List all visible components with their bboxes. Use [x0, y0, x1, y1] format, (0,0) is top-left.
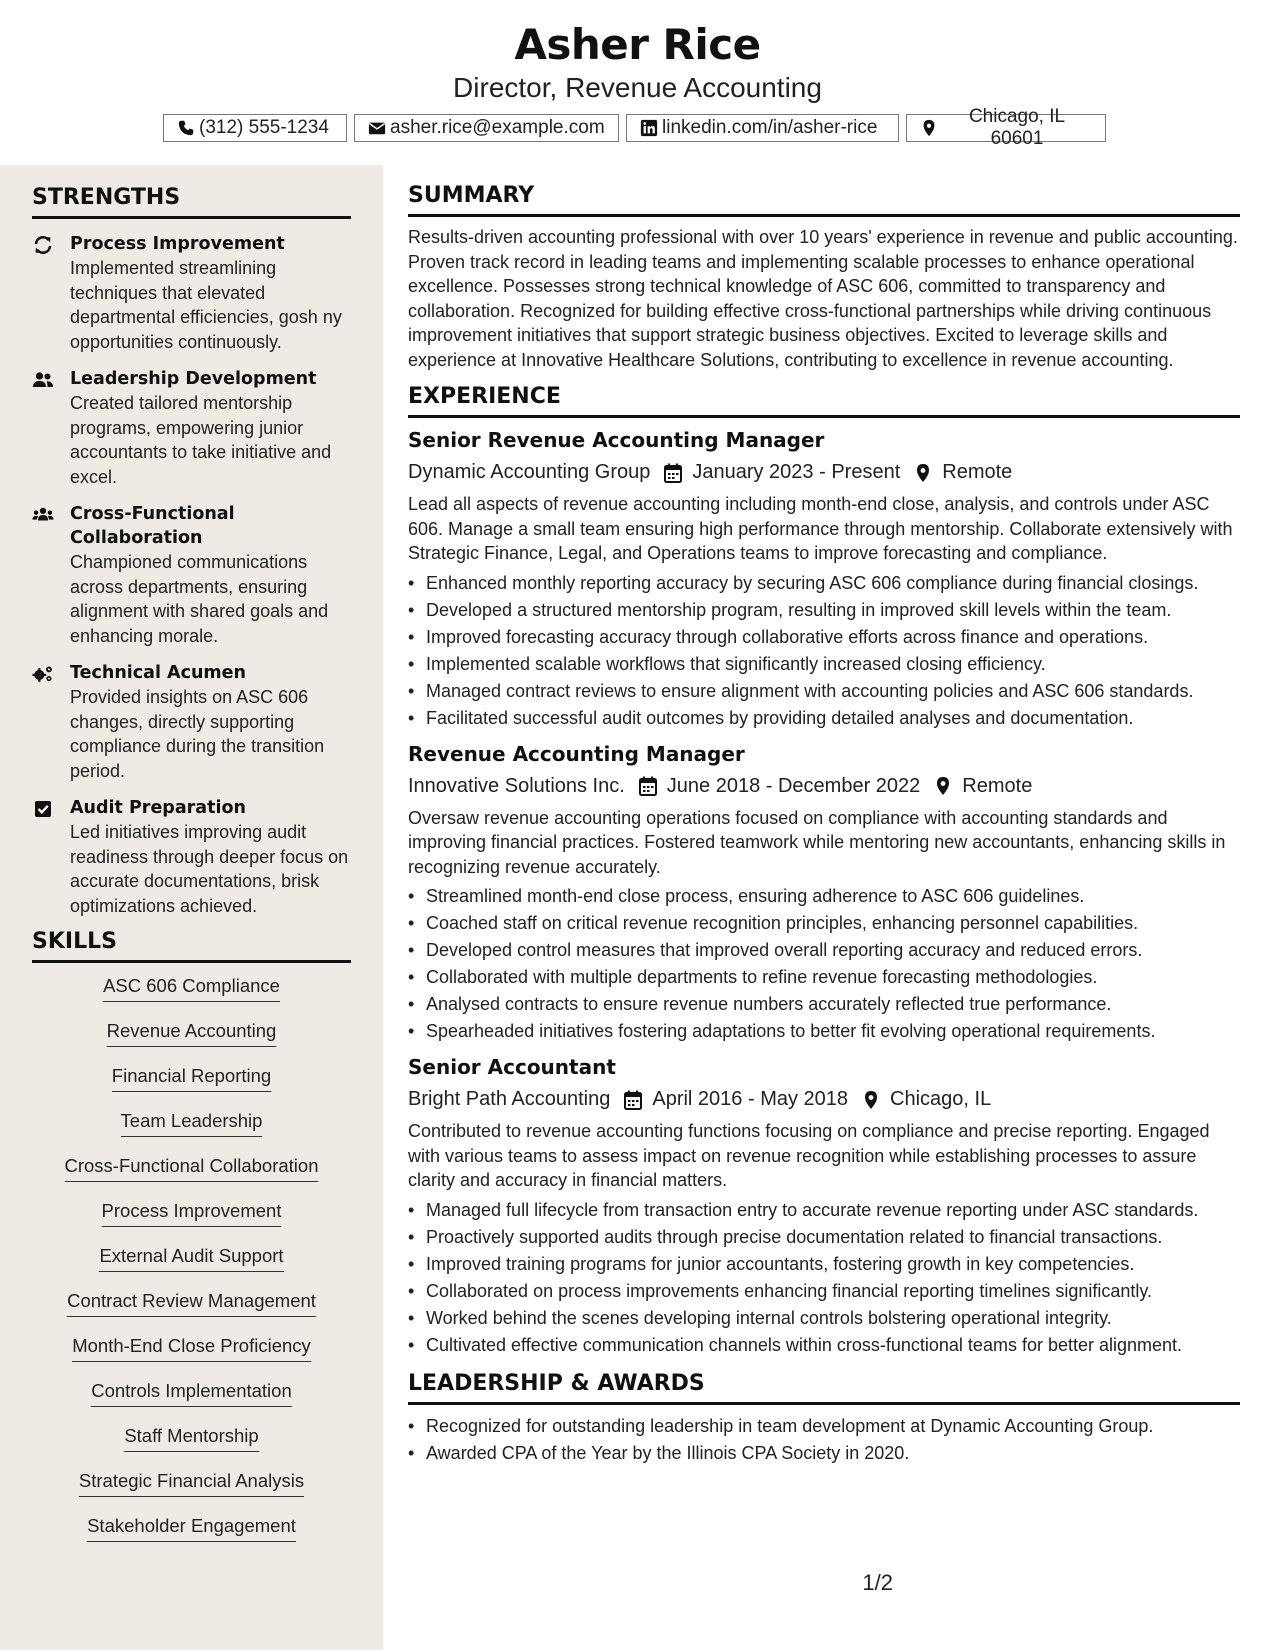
job-bullet: • Implemented scalable workflows that significantly increased closing efficiency.: [426, 651, 1240, 678]
calendar-icon: [664, 463, 682, 483]
skill-tag: Revenue Accounting: [107, 1020, 277, 1047]
skill-tag: Contract Review Management: [67, 1290, 316, 1317]
job-entry: [408, 1055, 1240, 1359]
skill-tag: Staff Mentorship: [124, 1425, 258, 1452]
job-meta: [408, 1088, 1240, 1111]
job-meta: [408, 775, 1240, 798]
page-number-text: 1/2: [862, 1570, 893, 1595]
cogs-icon: [32, 664, 54, 684]
job-bullet: • Spearheaded initiatives fostering adaptations to better fit evolving operational requirements.: [426, 1018, 1240, 1045]
job-entry: [408, 428, 1240, 732]
skill-tag: Strategic Financial Analysis: [79, 1470, 304, 1497]
main-content: [408, 183, 1240, 1479]
job-title: Senior Revenue Accounting Manager: [408, 428, 825, 452]
job-bullet: • Collaborated with multiple departments to refine revenue forecasting methodologies.: [426, 964, 1240, 991]
strength-item: [32, 232, 351, 354]
job-title: Revenue Accounting Manager: [408, 741, 745, 766]
users-icon: [32, 505, 54, 525]
map-pin-icon: [934, 776, 952, 796]
job-bullets: [408, 883, 1240, 1045]
strength-item: [32, 796, 351, 918]
strength-desc: Created tailored mentorship programs, empowering junior accountants to take initiative and excel.: [70, 393, 332, 487]
sidebar: [0, 165, 383, 1650]
job-location: Remote: [962, 774, 1033, 797]
job-bullet: • Worked behind the scenes developing internal controls bolstering operational integrity.: [426, 1305, 1240, 1332]
job-location: Remote: [942, 461, 1013, 483]
skill-tag: Stakeholder Engagement: [87, 1515, 296, 1542]
contact-bar: [163, 106, 1106, 149]
job-bullet: • Analysed contracts to ensure revenue numbers accurately reflected true performance.: [426, 991, 1240, 1018]
skill-tag: Team Leadership: [121, 1110, 263, 1137]
contact-email[interactable]: [354, 114, 619, 142]
strengths-section: [32, 185, 351, 918]
job-bullet: • Proactively supported audits through precise documentation related to financial transactions.: [426, 1224, 1240, 1251]
award-item: • Awarded CPA of the Year by the Illinois CPA Society in 2020.: [426, 1440, 1240, 1467]
strengths-heading: STRENGTHS: [32, 185, 351, 219]
phone-icon: [177, 119, 195, 137]
summary-section: [408, 183, 1240, 372]
envelope-icon: [368, 119, 386, 137]
job-dates: January 2023 - Present: [692, 461, 901, 483]
awards-list: [408, 1413, 1240, 1467]
awards-section: [408, 1371, 1240, 1467]
job-bullet: • Collaborated on process improvements enhancing financial reporting timelines significantly.: [426, 1278, 1240, 1305]
job-bullet: • Managed contract reviews to ensure alignment with accounting policies and ASC 606 standards.: [426, 678, 1240, 705]
sync-icon: [32, 235, 54, 255]
contact-phone-text: (312) 555-1234: [199, 117, 329, 138]
check-square-icon: [32, 799, 54, 819]
job-bullet: • Streamlined month-end close process, ensuring adherence to ASC 606 guidelines.: [426, 883, 1240, 910]
job-bullet: • Improved training programs for junior accountants, fostering growth in key competencies.: [426, 1251, 1240, 1278]
summary-text: Results-driven accounting professional with over 10 years' experience in revenue and public accounting. Proven track record in leading teams and implementing scalable processes to enhance operational excellence. Possesses strong technical knowledge of ASC 606, committed to transparency and collaboration. Recognized for building effective cross-functional partnerships while driving continuous improvement initiatives that support strategic business objectives. Excited to leverage skills and experience at Innovative Healthcare Solutions, contributing to excellence in revenue accounting.: [408, 227, 1238, 370]
contact-phone[interactable]: [163, 114, 347, 142]
candidate-title: Director, Revenue Accounting: [453, 72, 822, 103]
job-bullet: • Cultivated effective communication channels within cross-functional teams for better alignment.: [426, 1332, 1240, 1359]
job-location: Chicago, IL: [890, 1088, 992, 1110]
strength-desc: Championed communications across departments, ensuring alignment with shared goals and enhancing morale.: [70, 552, 329, 646]
awards-heading: LEADERSHIP & AWARDS: [408, 1371, 1240, 1405]
candidate-name: Asher Rice: [514, 20, 761, 69]
calendar-icon: [624, 1090, 642, 1110]
job-bullet: • Enhanced monthly reporting accuracy by securing ASC 606 compliance during financial closings.: [426, 570, 1240, 597]
map-pin-icon: [914, 463, 932, 483]
job-bullet: • Managed full lifecycle from transaction entry to accurate revenue reporting under ASC standards.: [426, 1197, 1240, 1224]
job-entry: [408, 742, 1240, 1046]
contact-email-text: asher.rice@example.com: [390, 117, 605, 138]
skills-section: [32, 929, 351, 1560]
job-bullets: [408, 1197, 1240, 1359]
contact-linkedin[interactable]: [626, 114, 899, 142]
skill-list: [32, 975, 351, 1560]
map-pin-icon: [862, 1090, 880, 1110]
summary-heading: SUMMARY: [408, 183, 1240, 217]
strength-title: Cross-Functional Collaboration: [70, 504, 235, 548]
strength-desc: Led initiatives improving audit readiness through deeper focus on accurate documentations, brisk optimizations achieved.: [70, 822, 349, 916]
calendar-icon: [639, 776, 657, 796]
linkedin-icon: [640, 119, 658, 137]
strength-title: Technical Acumen: [70, 663, 246, 683]
job-dates: June 2018 - December 2022: [666, 774, 921, 797]
job-description: Oversaw revenue accounting operations focused on compliance with accounting standards and improving financial practices. Fostered teamwork while mentoring new accountants, enhancing skills in recognizing revenue accurately.: [408, 807, 1226, 877]
strength-item: [32, 661, 351, 783]
skill-tag: External Audit Support: [99, 1245, 283, 1272]
contact-location-text: Chicago, IL 60601: [968, 106, 1066, 149]
job-description: Lead all aspects of revenue accounting including month-end close, analysis, and controls under ASC 606. Manage a small team ensuring high performance through mentorship. Collaborate extensively with Strategic Finance, Legal, and Operations teams to improve forecasting and compliance.: [408, 494, 1233, 563]
strength-item: [32, 502, 351, 648]
job-title: Senior Accountant: [408, 1055, 616, 1079]
job-meta: [408, 461, 1240, 484]
experience-section: [408, 384, 1240, 1359]
map-pin-icon: [920, 119, 938, 137]
resume-header: [0, 0, 1275, 165]
job-company: Dynamic Accounting Group: [408, 461, 651, 483]
job-company: Bright Path Accounting: [408, 1088, 611, 1110]
skill-tag: ASC 606 Compliance: [103, 975, 280, 1002]
strength-title: Audit Preparation: [70, 798, 246, 818]
job-bullet: • Improved forecasting accuracy through collaborative efforts across finance and operations.: [426, 624, 1240, 651]
job-dates: April 2016 - May 2018: [652, 1088, 849, 1110]
contact-linkedin-text: linkedin.com/in/asher-rice: [662, 117, 878, 138]
job-bullet: • Developed a structured mentorship program, resulting in improved skill levels within the team.: [426, 597, 1240, 624]
job-company: Innovative Solutions Inc.: [408, 774, 625, 797]
job-bullet: • Developed control measures that improved overall reporting accuracy and reduced errors.: [426, 937, 1240, 964]
strength-desc: Provided insights on ASC 606 changes, directly supporting compliance during the transition period.: [70, 687, 325, 781]
skill-tag: Month-End Close Proficiency: [72, 1335, 311, 1362]
skills-heading: SKILLS: [32, 929, 351, 963]
award-item: • Recognized for outstanding leadership in team development at Dynamic Accounting Group.: [426, 1413, 1240, 1440]
skill-tag: Process Improvement: [102, 1200, 282, 1227]
job-bullet: • Facilitated successful audit outcomes by providing detailed analyses and documentation.: [426, 705, 1240, 732]
job-bullet: • Coached staff on critical revenue recognition principles, enhancing personnel capabilities.: [426, 910, 1240, 937]
strength-desc: Implemented streamlining techniques that elevated departmental efficiencies, gosh ny opportunities continuously.: [70, 258, 342, 352]
skill-tag: Financial Reporting: [112, 1065, 271, 1092]
contact-location: [906, 106, 1106, 149]
job-bullets: [408, 570, 1240, 732]
strength-item: [32, 367, 351, 489]
strength-title: Leadership Development: [70, 369, 317, 389]
experience-heading: EXPERIENCE: [408, 384, 1240, 418]
strength-title: Process Improvement: [70, 234, 285, 254]
page-number: [383, 1570, 893, 1596]
user-group-icon: [32, 370, 54, 390]
skill-tag: Controls Implementation: [91, 1380, 292, 1407]
skill-tag: Cross-Functional Collaboration: [65, 1155, 319, 1182]
job-description: Contributed to revenue accounting functions focusing on compliance and precise reporting. Engaged with various teams to assess impact on revenue recognition while establishing processes to assure clarity and accuracy in financial matters.: [408, 1121, 1210, 1190]
